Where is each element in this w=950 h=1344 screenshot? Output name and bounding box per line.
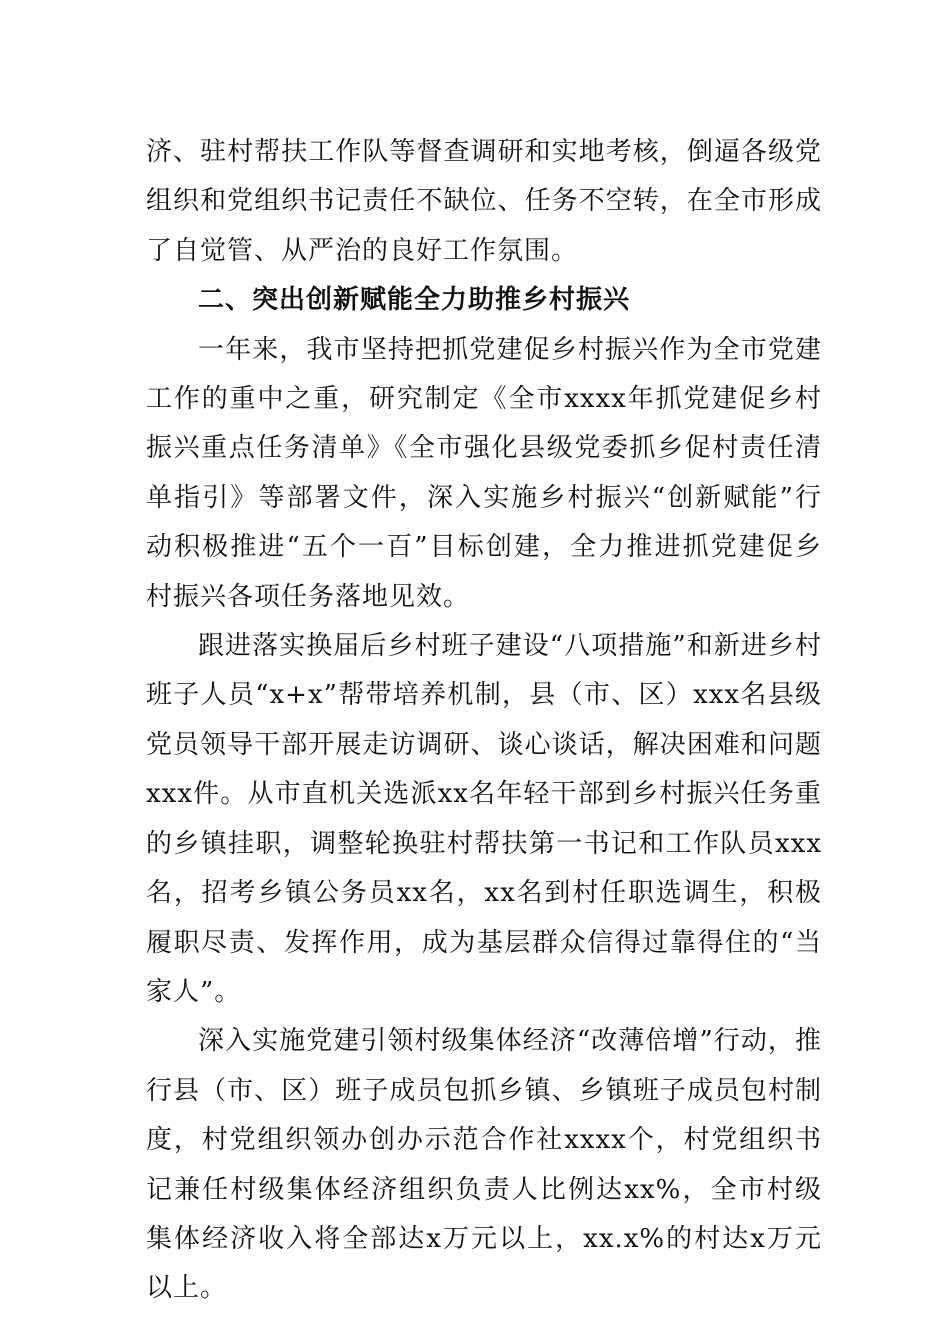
paragraph-team-building: 跟进落实换届后乡村班子建设“八项措施”和新进乡村班子人员“x+x”帮带培养机制，县（市、区）xxx名县级党员领导干部开展走访调研、谈心谈话，解决困难和问题xxx件。从市直机关选派xx名年轻干部到乡村振兴任务重的乡镇挂职，调整轮换驻村帮扶第一书记和工作队员xxx名，招考乡镇公务员xx名，xx名到村任职选调生，积极履职尽责、发挥作用，成为基层群众信得过靠得住的“当家人”。 (146, 631, 822, 1007)
section-heading: 二、突出创新赋能全力助推乡村振兴 (198, 285, 631, 316)
paragraph-overview: 一年来，我市坚持把抓党建促乡村振兴作为全市党建工作的重中之重，研究制定《全市xxxx年抓党建促乡村振兴重点任务清单》《全市强化县级党委抓乡促村责任清单指引》等部署文件，深入实施乡村振兴“创新赋能”行动积极推进“五个一百”目标创建，全力推进抓党建促乡村振兴各项任务落地见效。 (146, 334, 822, 612)
paragraph-continuation: 济、驻村帮扶工作队等督查调研和实地考核，倒逼各级党组织和党组织书记责任不缺位、任务不空转，在全市形成了自觉管、从严治的良好工作氛围。 (146, 137, 822, 266)
paragraph-collective-economy: 深入实施党建引领村级集体经济“改薄倍增”行动，推行县（市、区）班子成员包抓乡镇、乡镇班子成员包村制度，村党组织领办创办示范合作社xxxx个，村党组织书记兼任村级集体经济组织负责人比例达xx%，全市村级集体经济收入将全部达x万元以上，xx.x%的村达x万元以上。 (146, 1026, 822, 1304)
document-body (146, 128, 822, 1314)
